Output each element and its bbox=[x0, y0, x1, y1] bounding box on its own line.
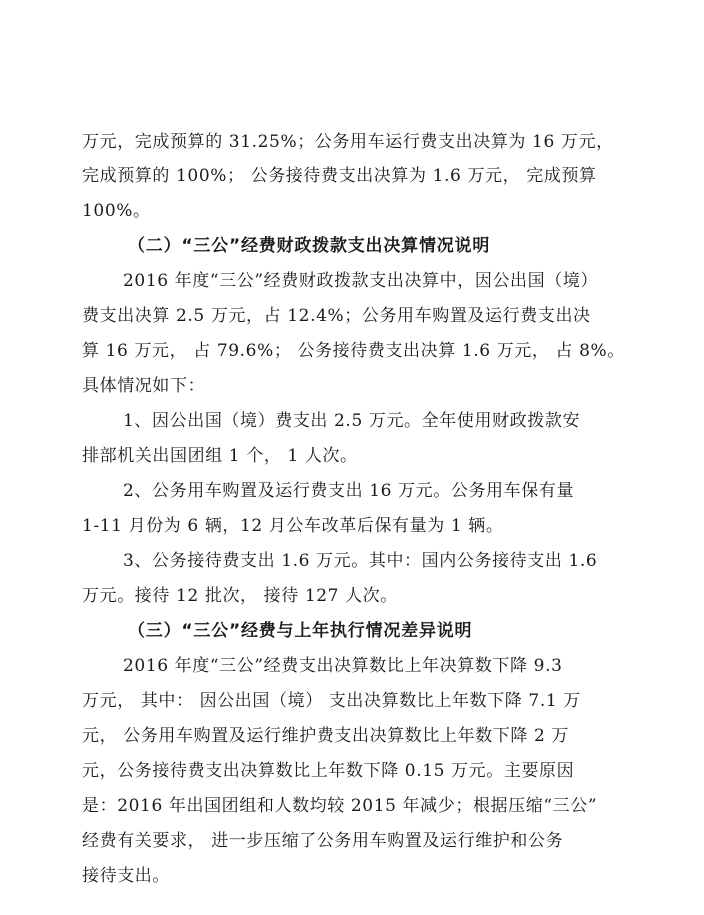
paragraph-line: 万元， 其中： 因公出国（境） 支出决算数比上年数下降 7.1 万 bbox=[82, 691, 581, 711]
paragraph-line: 2016 年度“三公”经费支出决算数比上年决算数下降 9.3 bbox=[123, 656, 563, 676]
paragraph-line: 接待支出。 bbox=[82, 866, 170, 886]
paragraph-line: 2016 年度“三公”经费财政拨款支出决算中，因公出国（境） bbox=[123, 271, 599, 291]
paragraph-line: 100%。 bbox=[82, 201, 151, 221]
list-item-line: 排部机关出国团组 1 个， 1 人次。 bbox=[82, 446, 358, 466]
paragraph-line: 万元，完成预算的 31.25%；公务用车运行费支出决算为 16 万元， bbox=[82, 132, 614, 152]
paragraph-line: 元， 公务用车购置及运行维护费支出决算数比上年数下降 2 万 bbox=[82, 726, 570, 746]
paragraph-line: 具体情况如下： bbox=[82, 376, 206, 396]
paragraph-line: 费支出决算 2.5 万元，占 12.4%；公务用车购置及运行费支出决 bbox=[82, 306, 591, 326]
paragraph-line: 经费有关要求， 进一步压缩了公务用车购置及运行维护和公务 bbox=[82, 831, 564, 851]
list-item-line: 1-11 月份为 6 辆，12 月公车改革后保有量为 1 辆。 bbox=[82, 516, 504, 536]
paragraph-line: 是：2016 年出国团组和人数均较 2015 年减少；根据压缩“三公” bbox=[82, 796, 598, 816]
section-heading-2: （二）“三公”经费财政拨款支出决算情况说明 bbox=[128, 236, 491, 256]
list-item-line: 万元。接待 12 批次， 接待 127 人次。 bbox=[82, 586, 398, 606]
paragraph-line: 算 16 万元， 占 79.6%； 公务接待费支出决算 1.6 万元， 占 8%。 bbox=[82, 341, 625, 361]
paragraph-line: 完成预算的 100%； 公务接待费支出决算为 1.6 万元， 完成预算 bbox=[82, 166, 597, 186]
paragraph-line: 元，公务接待费支出决算数比上年数下降 0.15 万元。主要原因 bbox=[82, 761, 575, 781]
section-heading-3: （三）“三公”经费与上年执行情况差异说明 bbox=[128, 621, 473, 641]
list-item-line: 1、因公出国（境）费支出 2.5 万元。全年使用财政拨款安 bbox=[123, 411, 581, 431]
list-item-line: 3、公务接待费支出 1.6 万元。其中：国内公务接待支出 1.6 bbox=[123, 551, 598, 571]
list-item-line: 2、公务用车购置及运行费支出 16 万元。公务用车保有量 bbox=[123, 481, 575, 501]
